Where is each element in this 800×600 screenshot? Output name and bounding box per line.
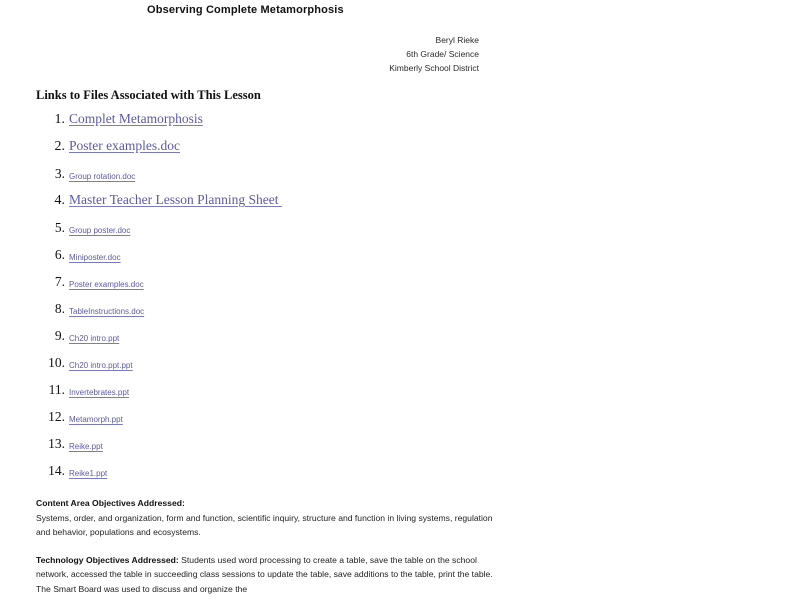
list-item-number: 13. [48,436,65,451]
file-link[interactable]: Metamorph.ppt [69,415,123,424]
file-link[interactable]: Group poster.doc [69,226,131,235]
file-link[interactable]: Poster examples.doc [69,138,180,153]
file-link[interactable]: Reike1.ppt [69,469,108,478]
list-item [0,245,500,272]
list-item [0,299,500,326]
page-title: Observing Complete Metamorphosis [147,4,344,16]
technology-objectives-heading: Technology Objectives Addressed: [36,555,179,565]
list-item [0,110,500,137]
list-item [0,353,500,380]
list-item [0,407,500,434]
list-item [0,137,500,164]
file-link[interactable]: Master Teacher Lesson Planning Sheet [69,192,282,207]
list-item [0,380,500,407]
technology-objectives-section [36,553,506,596]
file-link[interactable]: TableInstructions.doc [69,307,145,316]
content-objectives-heading: Content Area Objectives Addressed: [36,498,185,508]
list-item-number: 12. [48,409,65,424]
list-item [0,218,500,245]
list-item-number: 2. [54,139,65,154]
file-link[interactable]: Complet Metamorphosis [69,111,203,126]
list-item-number: 10. [48,355,65,370]
file-link[interactable]: Miniposter.doc [69,253,121,262]
file-link[interactable]: Reike.ppt [69,442,103,451]
technology-objectives-body: Students used word processing to create a table, save the table on the school network, accessed the table in succeeding class sessions to update the table, save additions to the table, print the table. The Smart Board was used to discuss and organize the [36,555,493,594]
list-item [0,191,500,218]
byline-author: Beryl Rieke [435,35,479,45]
list-item [0,272,500,299]
content-objectives-body: Systems, order, and organization, form and function, scientific inquiry, structure and function in living systems, regulation and behavior, populations and ecosystems. [36,512,493,538]
file-links-list [0,110,500,488]
list-item-number: 11. [48,382,65,397]
list-item-number: 5. [54,220,65,235]
list-item-number: 9. [54,328,65,343]
list-item-number: 1. [54,112,65,127]
file-link[interactable]: Ch20 intro.ppt.ppt [69,361,133,370]
list-item [0,164,500,191]
list-item-number: 6. [54,247,65,262]
byline-block [240,33,479,76]
list-item [0,434,500,461]
byline-district: Kimberly School District [389,63,479,74]
list-item-number: 4. [54,193,65,208]
list-item [0,461,500,488]
file-link[interactable]: Poster examples.doc [69,280,144,289]
list-item-number: 7. [54,274,65,289]
file-link[interactable]: Ch20 intro.ppt [69,334,120,343]
content-objectives-section [36,496,506,540]
list-item [0,326,500,353]
file-link[interactable]: Invertebrates.ppt [69,388,130,397]
byline-grade: 6th Grade/ Science [406,49,479,60]
list-item-number: 8. [54,301,65,316]
file-link[interactable]: Group rotation.doc [69,172,136,181]
links-section-heading: Links to Files Associated with This Lesson [36,88,261,102]
list-item-number: 14. [48,463,65,478]
list-item-number: 3. [54,166,65,181]
